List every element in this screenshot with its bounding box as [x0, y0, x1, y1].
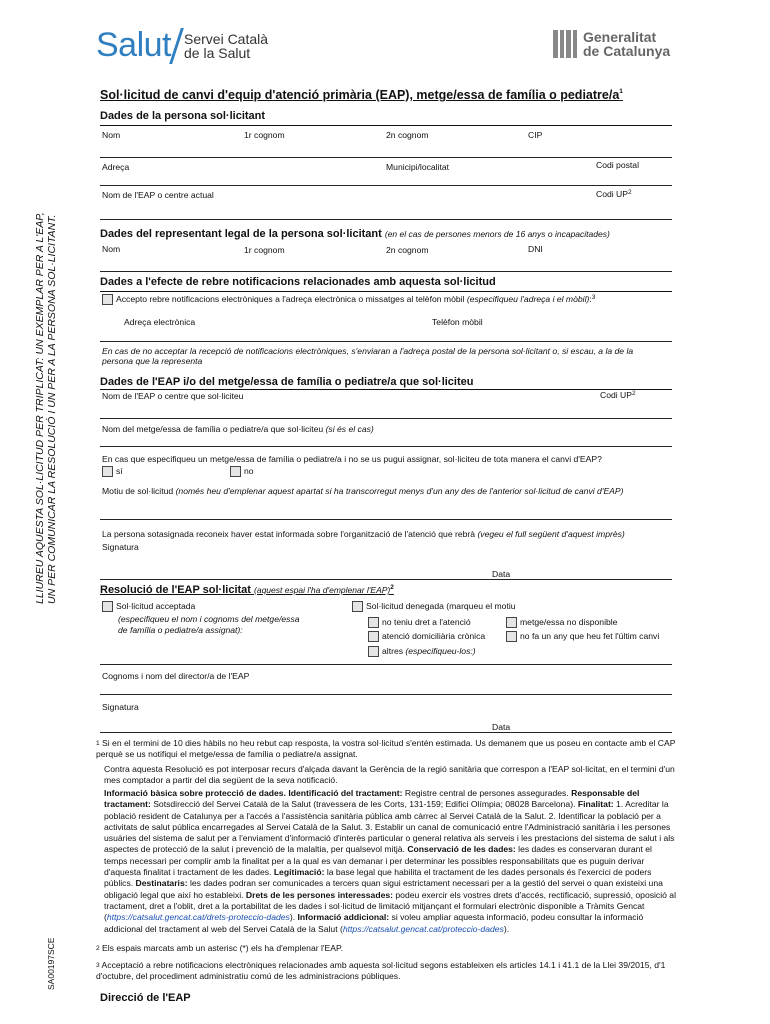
catsalut-logo [96, 26, 268, 65]
label-nom: Nom [102, 130, 121, 140]
no-checkbox[interactable] [230, 466, 241, 477]
option-no-dret: no teniu dret a l'atenció [368, 617, 471, 628]
section-requested-eap-title: Dades de l'EAP i/o del metge/essa de família o pediatre/a que sol·liciteu [100, 376, 474, 388]
label-data: Data [492, 722, 511, 732]
section-representative-title: Dades del representant legal de la persona sol·licitant (en el cas de persones menors de 16 anys o incapacitades) [100, 228, 610, 240]
acceptada-checkbox[interactable] [102, 601, 113, 612]
field-line[interactable] [100, 219, 672, 220]
no-dret-checkbox[interactable] [368, 617, 379, 628]
note-1: $^1$ Si en el termini de 10 dies hàbils no heu rebut cap resposta, la vostra sol·licitud s'entén estimada. Us demanem que us poseu en contacte amb el CAP perquè se us notifiqui el metge/essa de família o pediatre/a assignat. [96, 738, 676, 760]
label-cognom1: 1r cognom [244, 245, 285, 255]
section-resolution-title: Resolució de l'EAP sol·licitat (aquest espai l'ha d'emplenar l'EAP)$^2$ [100, 584, 394, 596]
label-eap-actual: Nom de l'EAP o centre actual [102, 190, 214, 200]
option-denegada: Sol·licitud denegada (marqueu el motiu [352, 601, 516, 612]
note-3: $^3$ Acceptació a rebre notificacions electròniques relacionades amb aquesta sol·licitud segons estableixen els articles 14.1 i 41.1 de la Llei 39/2015, d'1 d'octubre, del procediment administratiu comú de les administracions públiques. [96, 960, 666, 982]
no-fa-un-any-checkbox[interactable] [506, 631, 517, 642]
option-domiciliaria: atenció domiciliària crònica [368, 631, 485, 642]
data-protection-info: Informació bàsica sobre protecció de dades. Identificació del tractament: Registre central de persones assegurades. Responsable del tractament: Sotsdirecció del Servei Català de la Salut (travessera de les Corts, 131-159; Edifici Olímpia; 08028 Barcelona). Finalitat: 1. Acreditar la població resident de Catalunya per a l'accés a l'assistència sanitària pública amb càrrec al Servei Català de la Salut. 2. Identificar la població per a activitats de salut pública encarregades al Servei Català de la Salut. 3. Establir un canal de comunicació entre l'Administració sanitària i les persones usuàries del sistema de salut per a l'enviament d'informació d'interès particular o general relativa als serveis i les prestacions del sistema de salut i als aspectes de protecció de la salut i prevenció de la malaltia, per qualsevol mitjà. Conservació de les dades: les dades es conservaran durant el temps necessari per complir amb la finalitat per a la qual es van demanar i per determinar les possibles responsabilitats que es puguin derivar d'aquesta finalitat i tractament de les dades. Legitimació: la base legal que habilita el tractament de les dades personals és l'exercici de poders públics. Destinataris: les dades podran ser comunicades a tercers quan sigui estrictament necessari per a la gestió del servei o quan existeixi una obligació legal que així ho estableixi. Drets de les persones interessades: podeu exercir els vostres drets d'accés, rectificació, supressió, oposició al tractament, dret a l'oblit, dret a la portabilitat de les dades i sol·licitud de limitació mitjançant el formulari electrònic disponible a Tràmits Gencat (https://catsalut.gencat.cat/drets-proteccio-dades). Informació addicional: si voleu ampliar aquesta informació, podeu consultar la informació addicional del tractament al web del Servei Català de la Salut (https://catsalut.gencat.cat/proteccio-dades). [104, 788, 676, 934]
option-no-fa-un-any: no fa un any que heu fet l'últim canvi [506, 631, 659, 642]
field-line[interactable] [100, 694, 672, 695]
field-line[interactable] [100, 341, 672, 342]
denegada-checkbox[interactable] [352, 601, 363, 612]
label-municipi: Municipi/localitat [386, 162, 450, 172]
link-drets-proteccio[interactable]: https://catsalut.gencat.cat/drets-proteccio-dades [106, 912, 290, 923]
label-nom: Nom [102, 244, 121, 254]
field-line[interactable] [100, 185, 672, 186]
field-line[interactable] [100, 664, 672, 665]
label-codi-up: Codi $UP^2$ [596, 189, 632, 199]
label-codi-postal: Codi postal [596, 160, 639, 170]
field-line[interactable] [100, 519, 672, 520]
label-cognom2: 2n cognom [386, 130, 429, 140]
field-line[interactable] [100, 579, 672, 580]
option-no: no [230, 466, 254, 477]
note-2: $^2$ Els espais marcats amb un asterisc (*) els ha d'emplenar l'EAP. [96, 943, 344, 953]
label-dni: DNI [528, 244, 543, 254]
label-motiu: Motiu de sol·licitud (només heu d'emplenar aquest apartat si ha transcorregut menys d'un any des de l'anterior sol·licitud de canvi d'EAP) [102, 486, 624, 496]
side-instructions: LLIUREU AQUESTA SOL·LICITUD PER TRIPLICAT: UN EXEMPLAR PER A L'EAP, UN PER COMUNICAR LA RESOLUCIÓ I UN PER A LA PERSONA SOL·LICITANT. [34, 212, 58, 604]
label-doctor: Nom del metge/essa de família o pediatre/a que sol·liciteu (si és el cas) [102, 424, 374, 434]
option-acceptada: Sol·licitud acceptada [102, 601, 195, 612]
label-cognom1: 1r cognom [244, 130, 285, 140]
servei-catala-text: Servei Català de la Salut [184, 30, 269, 61]
option-altres: altres (especifiqueu-los:) [368, 646, 476, 657]
label-signatura: Signatura [102, 542, 139, 552]
logo-slash [169, 28, 184, 64]
label-eap-requested: Nom de l'EAP o centre que sol·liciteu [102, 391, 244, 401]
link-proteccio-dades[interactable]: https://catsalut.gencat.cat/proteccio-dades [342, 923, 504, 934]
form-title: Sol·licitud de canvi d'equip d'atenció primària (EAP), metge/essa de família o pediatre/$a^1$ [100, 88, 623, 102]
field-line[interactable] [100, 157, 672, 158]
divider [100, 389, 672, 390]
label-email: Adreça electrònica [124, 317, 196, 327]
si-checkbox[interactable] [102, 466, 113, 477]
recurs-text: Contra aquesta Resolució es pot interposar recurs d'alçada davant la Gerència de la regió sanitària que correspon a l'EAP sol·licitat, en el termini d'un mes comptador a partir del dia següent de la seva notificació. [104, 764, 675, 786]
field-line[interactable] [100, 446, 672, 447]
section-applicant-title: Dades de la persona sol·licitant [100, 110, 266, 122]
section-notifications-title: Dades a l'efecte de rebre notificacions relacionades amb aquesta sol·licitud [100, 276, 496, 288]
accept-notifications-row: Accepto rebre notificacions electròniques a l'adreça electrònica o missatges al telèfon mòbil (especifiqueu l'adreça i el mòbil):$^3$ [102, 294, 595, 305]
footer-title: Direcció de l'EAP [100, 992, 191, 1004]
generalitat-emblem-icon [553, 30, 577, 58]
form-code: SA00197SCE [46, 937, 56, 990]
label-signatura: Signatura [102, 702, 139, 712]
altres-checkbox[interactable] [368, 646, 379, 657]
label-cognom2: 2n cognom [386, 245, 429, 255]
accept-notifications-checkbox[interactable] [102, 294, 113, 305]
generalitat-logo: Generalitat de Catalunya [553, 30, 670, 58]
label-adreca: Adreça [102, 162, 130, 172]
divider [100, 291, 672, 292]
divider [100, 125, 672, 126]
field-line[interactable] [100, 271, 672, 272]
field-line[interactable] [100, 418, 672, 419]
acceptada-note: (especifiqueu el nom i cognoms del metge/essa de família o pediatre/a assignat): [118, 614, 300, 635]
metge-no-disponible-checkbox[interactable] [506, 617, 517, 628]
change-question: En cas que especifiqueu un metge/essa de família o pediatre/a i no se us pugui assignar, sol·liciteu de tota manera el canvi d'EAP? [102, 454, 602, 464]
label-phone: Telèfon mòbil [432, 317, 483, 327]
option-si: sí [102, 466, 123, 477]
salut-wordmark: Salut [96, 26, 171, 64]
label-codi-up: Codi $UP^2$ [600, 390, 636, 400]
option-metge-no-disponible: metge/essa no disponible [506, 617, 617, 628]
domiciliaria-checkbox[interactable] [368, 631, 379, 642]
acknowledge-text: La persona sotasignada reconeix haver estat informada sobre l'organització de l'atenció que rebrà (vegeu el full següent d'aquest imprès) [102, 529, 625, 539]
label-cip: CIP [528, 130, 543, 140]
label-data: Data [492, 569, 511, 579]
field-line[interactable] [100, 732, 672, 733]
label-director: Cognoms i nom del director/a de l'EAP [102, 671, 250, 681]
notifications-note: En cas de no acceptar la recepció de notificacions electròniques, s'enviaran a l'adreça postal de la persona sol·licitant o, si escau, a la de la persona que la representa [102, 346, 634, 366]
